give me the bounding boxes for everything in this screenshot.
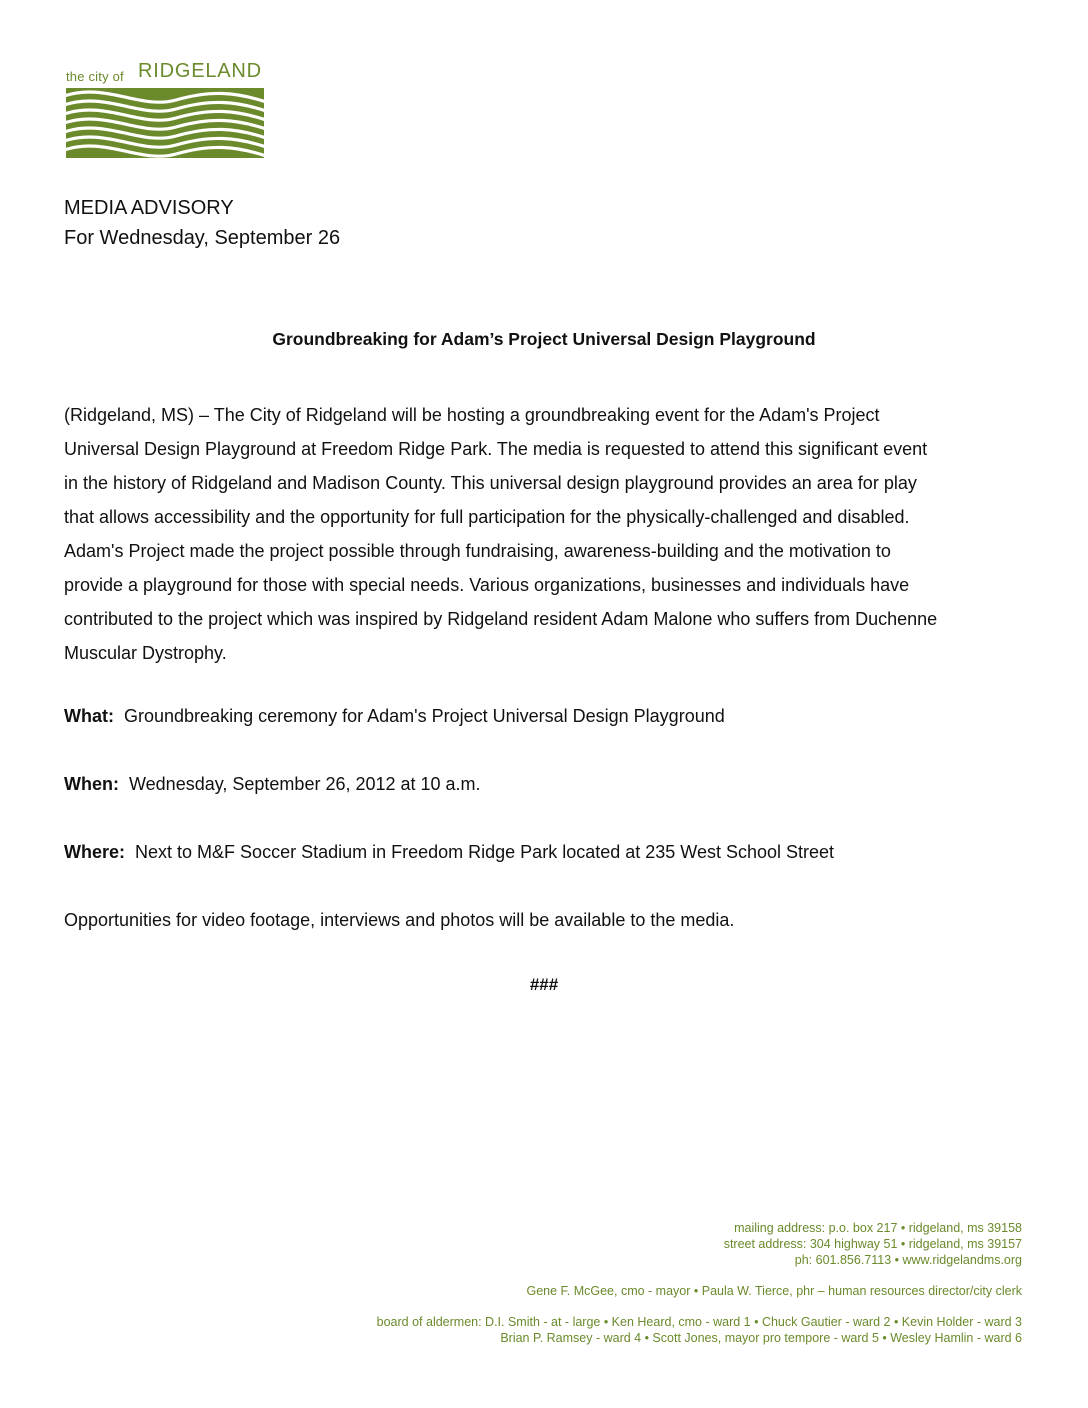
city-logo [66, 60, 266, 160]
where-label: Where: [64, 842, 126, 862]
ridgeland-waves-logo-icon [66, 88, 264, 158]
when-value: Wednesday, September 26, 2012 at 10 a.m. [129, 774, 481, 794]
body-line: provide a playground for those with special needs. Various organizations, businesses and individuals have [64, 575, 910, 595]
aldermen-line-1: board of aldermen: D.I. Smith - at - large • Ken Heard, cmo - ward 1 • Chuck Gautier - ward 2 • Kevin Holder - ward 3 [376, 1315, 1022, 1329]
advisory-date: For Wednesday, September 26 [64, 227, 341, 249]
letterhead-footer [377, 1220, 1022, 1346]
body-line: (Ridgeland, MS) – The City of Ridgeland will be hosting a groundbreaking event for the Adam's Project [64, 405, 880, 425]
where-detail [64, 840, 834, 864]
opportunities-text: Opportunities for video footage, interviews and photos will be available to the media. [64, 910, 735, 930]
body-line: contributed to the project which was inspired by Ridgeland resident Adam Malone who suffers from Duchenne [64, 609, 938, 629]
body-line: that allows accessibility and the opportunity for full participation for the physically-challenged and disabled. [64, 507, 910, 527]
logo-city-name: RIDGELAND [138, 60, 262, 82]
logo-small-text: the city of [66, 69, 124, 84]
phone-website: ph: 601.856.7113 • www.ridgelandms.org [794, 1253, 1022, 1267]
body-line: in the history of Ridgeland and Madison County. This universal design playground provides an area for play [64, 473, 917, 493]
what-label: What: [64, 706, 114, 726]
end-mark: ### [529, 975, 559, 994]
mailing-address: mailing address: p.o. box 217 • ridgeland, ms 39158 [734, 1221, 1022, 1235]
city-officials: Gene F. McGee, cmo - mayor • Paula W. Tierce, phr – human resources director/city clerk [526, 1284, 1022, 1298]
body-paragraph [64, 398, 1026, 670]
body-line: Muscular Dystrophy. [64, 643, 227, 663]
when-label: When: [64, 774, 119, 794]
where-value: Next to M&F Soccer Stadium in Freedom Ridge Park located at 235 West School Street [135, 842, 835, 862]
advisory-header [64, 193, 340, 253]
street-address: street address: 304 highway 51 • ridgeland, ms 39157 [723, 1237, 1022, 1251]
when-detail [64, 772, 481, 796]
aldermen-line-2: Brian P. Ramsey - ward 4 • Scott Jones, mayor pro tempore - ward 5 • Wesley Hamlin - ward 6 [500, 1331, 1022, 1345]
what-detail [64, 704, 725, 728]
advisory-title: MEDIA ADVISORY [64, 197, 234, 219]
headline: Groundbreaking for Adam’s Project Universal Design Playground [272, 329, 816, 349]
body-line: Universal Design Playground at Freedom Ridge Park. The media is requested to attend this significant event [64, 439, 928, 459]
body-line: Adam's Project made the project possible through fundraising, awareness-building and the motivation to [64, 541, 891, 561]
what-value: Groundbreaking ceremony for Adam's Project Universal Design Playground [124, 706, 725, 726]
